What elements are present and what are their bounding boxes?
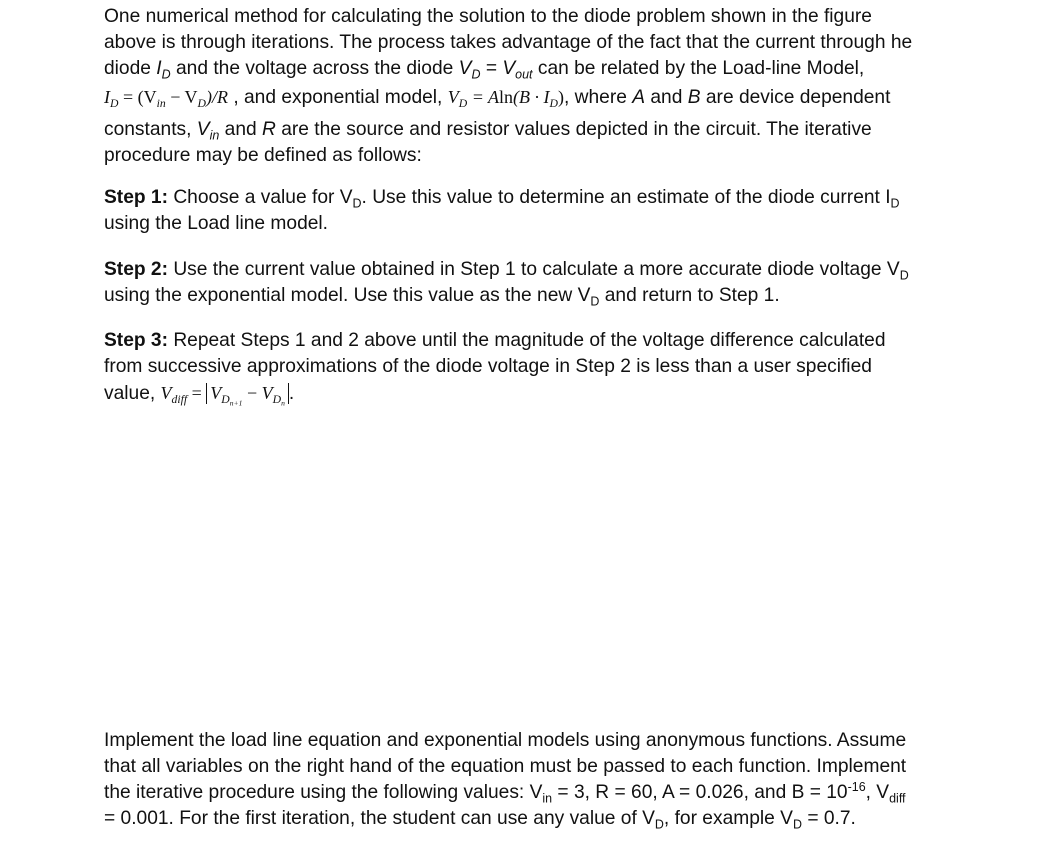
vd-symbol: $V_D$ bbox=[458, 58, 481, 82]
step-1-label: Step 1: bbox=[104, 187, 168, 208]
load-line-formula: $I_D = (V_{in} - V_D)/R$ bbox=[104, 87, 228, 111]
absolute-value: $V_{D_{n+1}} - V_{D_n}$ bbox=[206, 383, 289, 404]
id-symbol: $I_D$ bbox=[156, 58, 171, 82]
step-3-label: Step 3: bbox=[104, 330, 168, 351]
vdiff-formula: $V_{diff} = V_{D_{n+1}} - V_{D_n}$ bbox=[161, 383, 289, 403]
step-2-label: Step 2: bbox=[104, 259, 168, 280]
intro-line-5: constants, $V_{in}$ and R are the source and resistor values depicted in the circuit. The iterative bbox=[104, 119, 872, 143]
vout-symbol: $V_{out}$ bbox=[502, 58, 533, 82]
intro-line-4: $I_D = (V_{in} - V_D)/R$ , and exponential model, $V_D = Aln(B \cdot I_D)$, where A and B are device dependent bbox=[104, 87, 891, 111]
implementation-paragraph bbox=[104, 728, 1004, 832]
intro-line-3: diode $I_D$ and the voltage across the diode $V_D = V_{out}$ can be related by the Load-line Model, bbox=[104, 58, 865, 82]
exponential-formula: $V_D = Aln(B \cdot I_D)$ bbox=[447, 87, 564, 111]
step-1: Step 1: Choose a value for $V_D$. Use this value to determine an estimate of the diode current $I_D$ using the Load line model. bbox=[104, 187, 900, 234]
intro-line-6: procedure may be defined as follows: bbox=[104, 145, 422, 166]
impl-line-2: that all variables on the right hand of the equation must be passed to each function. Implement bbox=[104, 756, 907, 777]
intro-paragraph bbox=[104, 4, 1004, 169]
intro-line-2: above is through iterations. The process takes advantage of the fact that the current through he bbox=[104, 32, 913, 53]
impl-line-4: = 0.001. For the first iteration, the student can use any value of $V_D$, for example $V_D = 0.7$. bbox=[104, 808, 856, 832]
intro-line-1: One numerical method for calculating the solution to the diode problem shown in the figure bbox=[104, 6, 872, 27]
impl-line-1: Implement the load line equation and exponential models using anonymous functions. Assume bbox=[104, 730, 907, 751]
step-2: Step 2: Use the current value obtained in Step 1 to calculate a more accurate diode voltage $V_D$ using the exponential model. Use this value as the new $V_D$ and return to Step 1. bbox=[104, 259, 909, 309]
vin-symbol: $V_{in}$ bbox=[196, 119, 220, 143]
step-3: Step 3: Repeat Steps 1 and 2 above until the magnitude of the voltage difference calculated from successive approximations of the diode voltage in Step 2 is less than a user specified value, $V_{diff} = V_{D_{n+1}} - V_{D_n}$ . bbox=[104, 330, 886, 408]
impl-line-3: the iterative procedure using the following values: $V_{in} = 3$, R = 60, A = 0.026, and $B = 10^{-16}$, $V_{diff}$ bbox=[104, 780, 906, 806]
